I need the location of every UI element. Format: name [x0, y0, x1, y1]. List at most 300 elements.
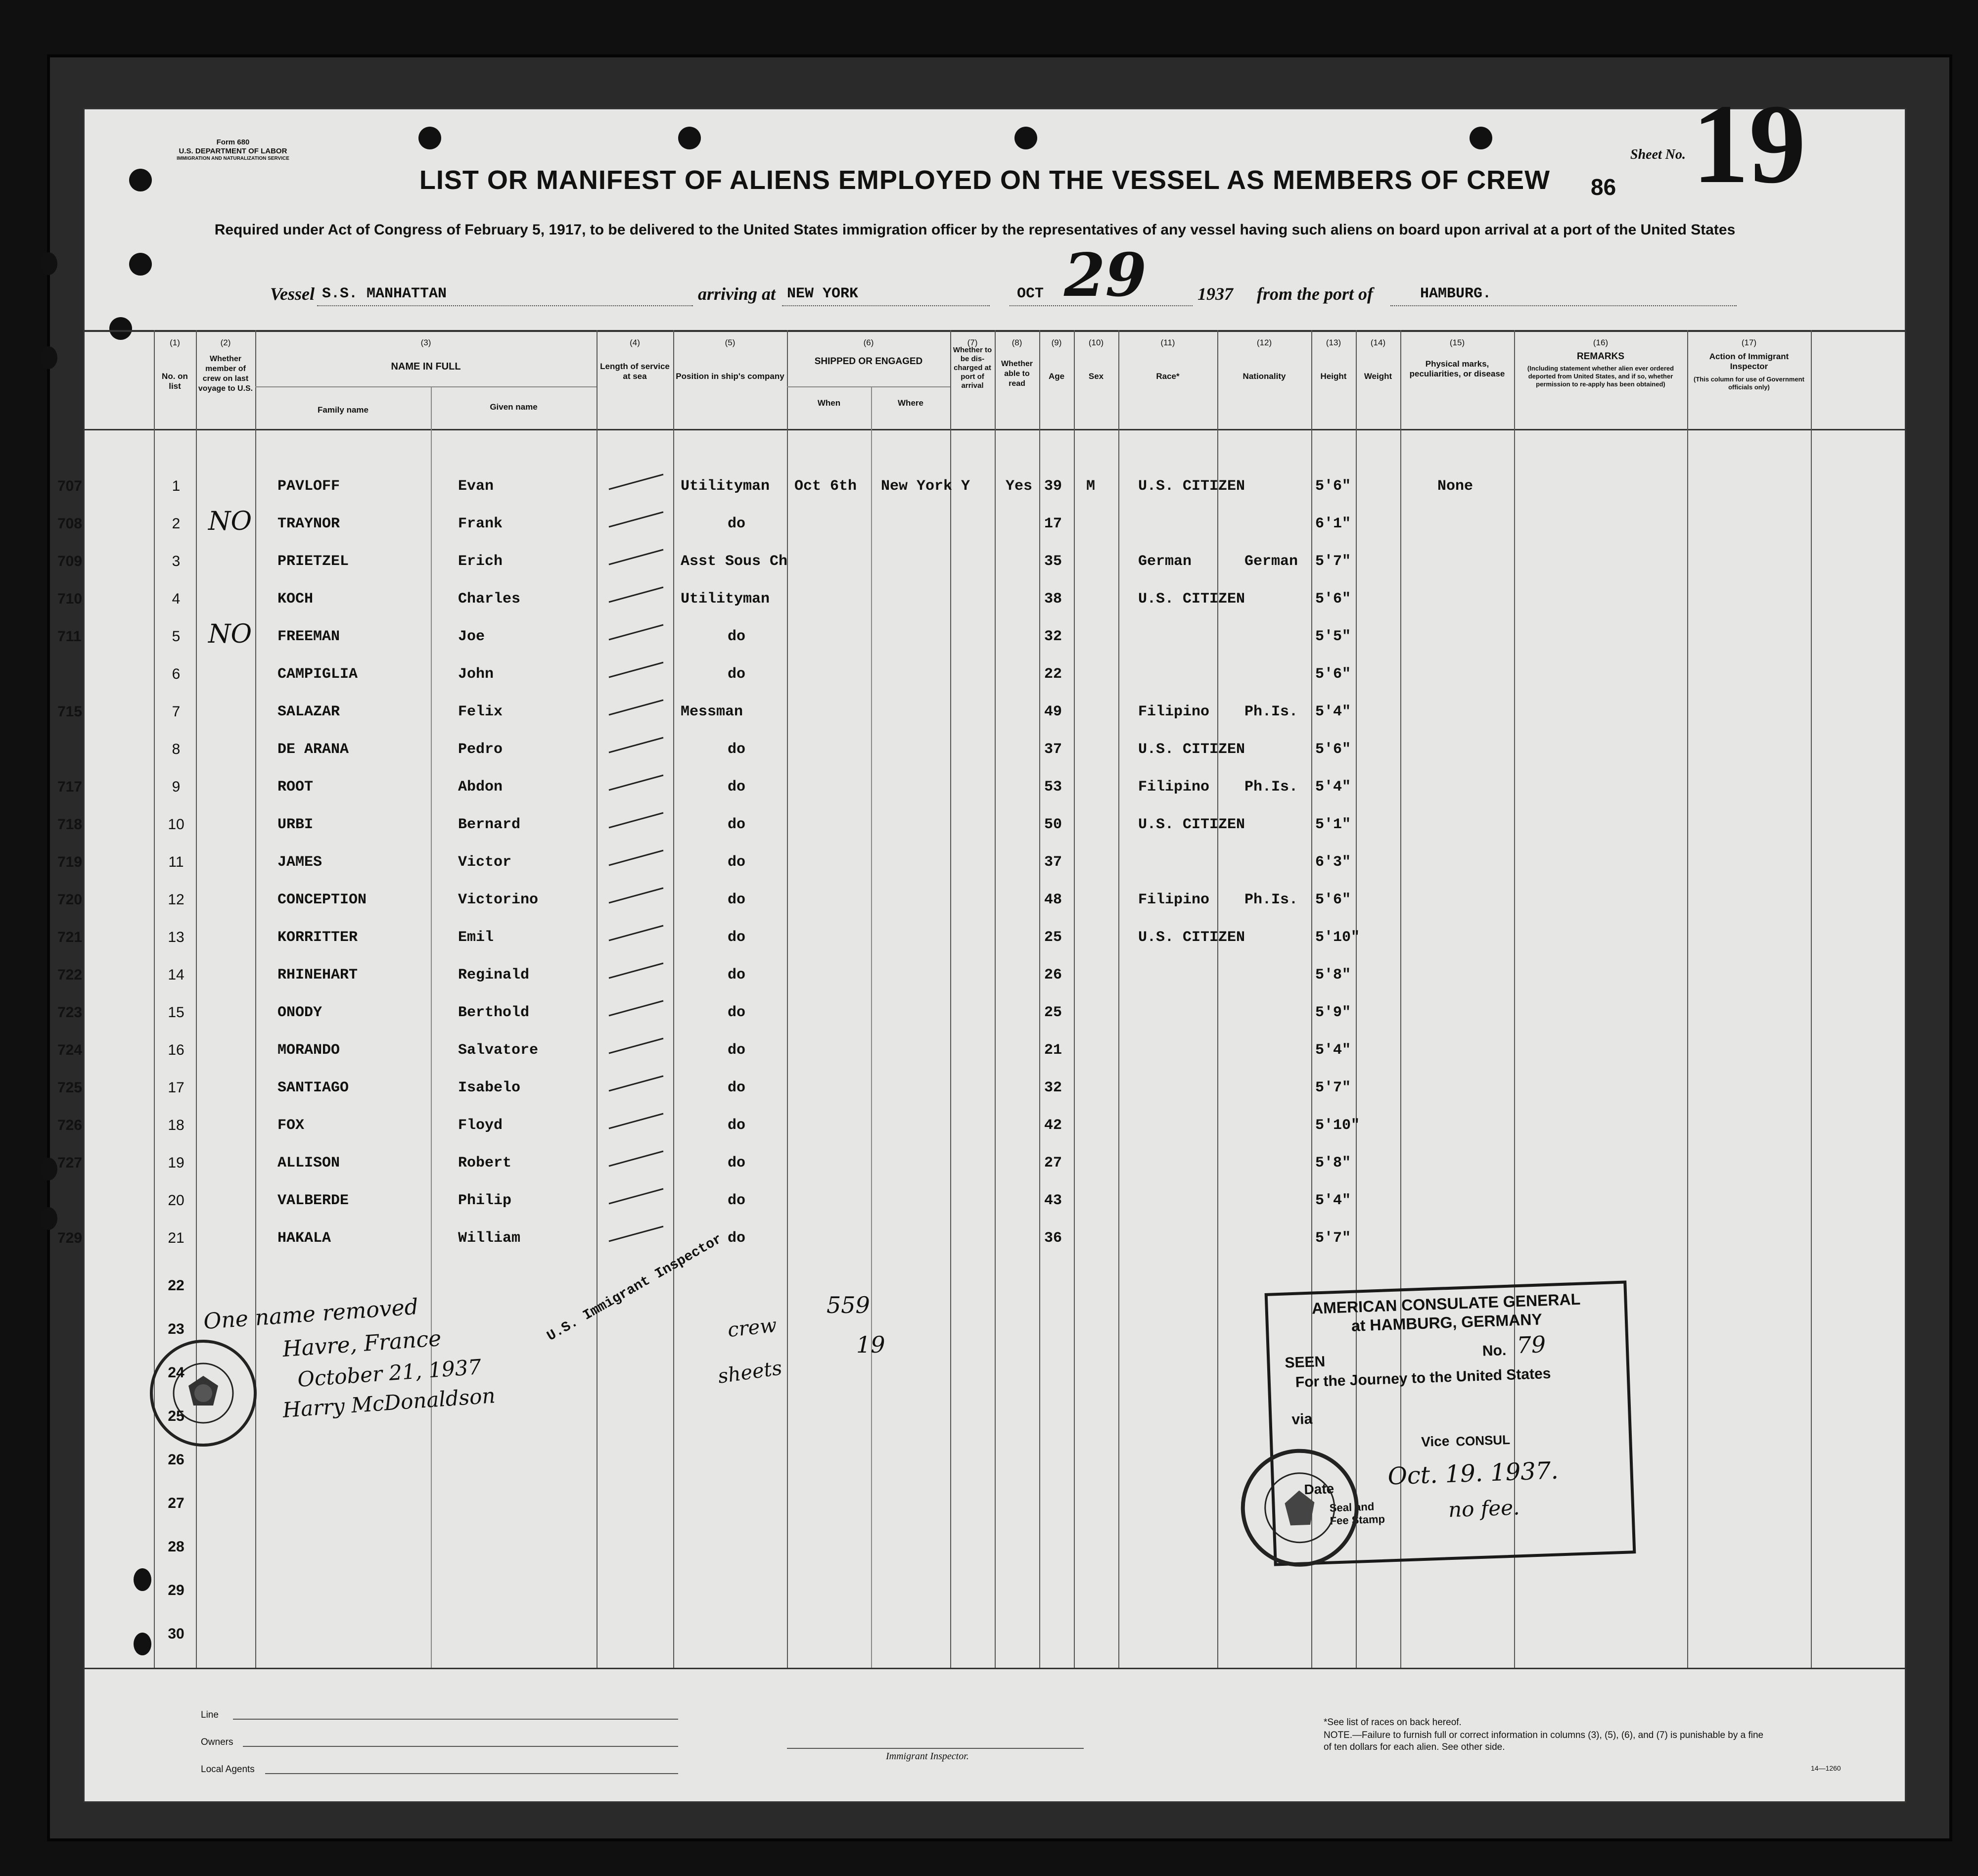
physical-marks: None	[1437, 478, 1473, 495]
table-row	[57, 891, 1905, 929]
height: 6'3"	[1315, 854, 1351, 871]
family-name: HAKALA	[277, 1230, 331, 1247]
row-number: 13	[168, 929, 184, 945]
ledger-number: 711	[57, 628, 82, 645]
position: do	[728, 1230, 746, 1247]
handwritten-count-559: 559	[827, 1292, 870, 1318]
race: U.S. CITIZEN	[1138, 741, 1245, 758]
from-port-label: from the port of	[1257, 284, 1374, 304]
age: 25	[1044, 1004, 1062, 1021]
punch-hole	[109, 317, 132, 340]
col-num-7: (7)	[967, 338, 978, 347]
position: do	[728, 1004, 746, 1021]
consulate-seen-label: SEEN	[1284, 1353, 1326, 1371]
consulate-general-stamp	[1265, 1280, 1636, 1566]
given-name: Isabelo	[458, 1079, 521, 1096]
footer-line-rule	[233, 1719, 678, 1720]
blank-row-number: 24	[168, 1364, 184, 1381]
given-name: Victorino	[458, 891, 539, 908]
height: 5'10"	[1315, 1117, 1360, 1134]
arrival-month: OCT	[1017, 285, 1044, 302]
row-number: 21	[168, 1230, 184, 1246]
race: Filipino	[1138, 779, 1210, 796]
age: 36	[1044, 1230, 1062, 1247]
col-label-name: NAME IN FULL	[391, 361, 461, 372]
race: U.S. CITIZEN	[1138, 929, 1245, 946]
row-number: 4	[172, 591, 181, 607]
ledger-number: 729	[57, 1230, 83, 1246]
row-number: 17	[168, 1079, 184, 1096]
table-row	[57, 1042, 1905, 1079]
col-num-9: (9)	[1051, 338, 1062, 347]
row-number: 11	[168, 854, 184, 870]
given-name: Emil	[458, 929, 494, 946]
position: do	[728, 854, 746, 871]
age: 37	[1044, 741, 1062, 758]
col-num-3: (3)	[420, 338, 431, 347]
age: 22	[1044, 666, 1062, 683]
handwritten-crew-word: crew	[726, 1313, 778, 1342]
service-dash-mark	[606, 923, 666, 943]
col-label-race: Race*	[1156, 372, 1180, 381]
height: 5'1"	[1315, 816, 1351, 833]
nationality: Ph.Is.	[1244, 704, 1298, 720]
binding-hole	[40, 252, 57, 275]
punch-hole	[1470, 127, 1492, 149]
table-row	[57, 1230, 1905, 1267]
hamburg-consulate-seal	[1233, 1441, 1366, 1574]
age: 53	[1044, 779, 1062, 796]
col-label-read: Whether able to read	[1001, 360, 1033, 388]
ledger-number: 710	[57, 591, 83, 607]
position: do	[728, 929, 746, 946]
footer-agents-rule	[265, 1773, 678, 1774]
given-name: Pedro	[458, 741, 503, 758]
handwritten-count-19: 19	[856, 1331, 885, 1358]
ledger-number: 708	[57, 516, 83, 532]
col-label-where: Where	[898, 398, 923, 408]
row-number: 8	[172, 741, 181, 757]
punch-hole	[418, 127, 441, 149]
position: do	[728, 779, 746, 796]
col-label-no: No. on list	[162, 372, 188, 391]
blank-row-number: 27	[168, 1495, 184, 1511]
family-name: PRIETZEL	[277, 553, 349, 570]
age: 32	[1044, 1079, 1062, 1096]
height: 5'4"	[1315, 1192, 1351, 1209]
service-dash-mark	[606, 547, 666, 567]
table-row	[57, 591, 1905, 628]
punch-hole	[129, 253, 152, 276]
col-label-discharged: Whether to be dis-charged at port of arrival	[953, 346, 992, 390]
page-subtitle: Required under Act of Congress of February 5, 1917, to be delivered to the United States immigration officer by the representatives of any vessel having such aliens on board upon arrival at a port of the United States	[214, 222, 1736, 238]
ledger-number: 720	[57, 891, 83, 908]
footer-note-penalty: NOTE.—Failure to furnish full or correct information in columns (3), (5), (6), and (7) is punishable by a fine of ten dollars for each alien. See other side.	[1324, 1730, 1764, 1752]
sheet-number: 19	[1692, 81, 1806, 207]
service-dash-mark	[606, 848, 666, 868]
departure-port: HAMBURG.	[1420, 285, 1492, 302]
footer-inspector-rule	[787, 1748, 1084, 1749]
col-num-10: (10)	[1088, 338, 1104, 347]
given-name: Charles	[458, 591, 521, 608]
col-label-crew: Whether member of crew on last voyage to U.S.	[198, 355, 253, 393]
crew-last-voyage: NO	[208, 507, 252, 536]
manifest-sheet	[57, 81, 1906, 1803]
consulate-date-value: Oct. 19. 1937.	[1387, 1456, 1559, 1491]
row-number: 5	[172, 628, 181, 645]
blank-row-number: 25	[168, 1408, 184, 1424]
punch-hole	[1014, 127, 1037, 149]
col-label-height: Height	[1320, 372, 1347, 381]
height: 5'6"	[1315, 741, 1351, 758]
ledger-number: 726	[57, 1117, 83, 1133]
vessel-underline	[317, 305, 693, 306]
row-number: 20	[168, 1192, 184, 1209]
footer-line-label: Line	[201, 1710, 219, 1720]
col-label-remarks-note: (Including statement whether alien ever ordered deported from United States, and if so, whether permission to re-apply has been obtained)	[1527, 365, 1674, 388]
given-name: Evan	[458, 478, 494, 495]
col-num-5: (5)	[725, 338, 736, 347]
family-name: VALBERDE	[277, 1192, 349, 1209]
consulate-vice-label: Vice	[1421, 1433, 1450, 1450]
race: Filipino	[1138, 704, 1210, 720]
age: 27	[1044, 1155, 1062, 1172]
position: do	[728, 628, 746, 645]
family-name: MORANDO	[277, 1042, 340, 1059]
family-name: KORRITTER	[277, 929, 358, 946]
height: 5'4"	[1315, 1042, 1351, 1059]
given-name: Erich	[458, 553, 503, 570]
table-row	[57, 1004, 1905, 1042]
family-name: ONODY	[277, 1004, 322, 1021]
position: Messman	[681, 704, 743, 720]
service-dash-mark	[606, 510, 666, 529]
row-number: 1	[172, 478, 181, 494]
height: 5'4"	[1315, 704, 1351, 720]
height: 5'7"	[1315, 1230, 1351, 1247]
ledger-number: 717	[57, 779, 83, 795]
consulate-date-label: Date	[1303, 1481, 1334, 1498]
position: Utilityman	[681, 478, 770, 495]
family-name: JAMES	[277, 854, 322, 871]
service-dash-mark	[606, 735, 666, 755]
sheet-number-label: Sheet No.	[1630, 147, 1686, 162]
nationality: Ph.Is.	[1244, 779, 1298, 796]
age: 32	[1044, 628, 1062, 645]
blank-row-number: 28	[168, 1539, 184, 1555]
form-number: Form 680	[216, 138, 250, 146]
ledger-number: 725	[57, 1079, 83, 1096]
family-name: KOCH	[277, 591, 314, 608]
service-dash-mark	[606, 961, 666, 981]
row-number: 12	[168, 891, 184, 908]
given-name: Robert	[458, 1155, 512, 1172]
ledger-number: 727	[57, 1155, 83, 1171]
col-label-family: Family name	[318, 405, 368, 415]
row-number: 18	[168, 1117, 184, 1133]
given-name: John	[458, 666, 494, 683]
subheader-rule	[255, 386, 597, 387]
inspector-stamp: U.S. Immigrant Inspector	[545, 1231, 725, 1345]
date-underline	[1010, 305, 1193, 306]
footer-note-races: *See list of races on back hereof.	[1324, 1717, 1462, 1728]
position: do	[728, 741, 746, 758]
service-dash-mark	[606, 810, 666, 830]
sex: M	[1086, 478, 1096, 495]
row-number: 14	[168, 967, 184, 983]
race: U.S. CITIZEN	[1138, 478, 1245, 495]
position: do	[728, 666, 746, 683]
family-name: RHINEHART	[277, 967, 358, 984]
consulate-no-value: 79	[1516, 1331, 1547, 1359]
height: 5'5"	[1315, 628, 1351, 645]
blank-row-number: 22	[168, 1277, 184, 1294]
position: do	[728, 1042, 746, 1059]
family-name: TRAYNOR	[277, 516, 340, 532]
crew-last-voyage: NO	[208, 619, 252, 649]
given-name: Berthold	[458, 1004, 530, 1021]
height: 5'7"	[1315, 553, 1351, 570]
service-dash-mark	[606, 886, 666, 905]
consulate-journey: For the Journey to the United States	[1295, 1365, 1551, 1391]
consulate-consul-label: CONSUL	[1455, 1432, 1511, 1449]
height: 5'6"	[1315, 478, 1351, 495]
col-label-nationality: Nationality	[1242, 372, 1286, 381]
row-number: 6	[172, 666, 181, 682]
family-name: FREEMAN	[277, 628, 340, 645]
col-label-action: Action of Immigrant Inspector	[1709, 352, 1789, 371]
department-label: U.S. DEPARTMENT OF LABOR	[179, 147, 287, 155]
table-row	[57, 1117, 1905, 1155]
age: 49	[1044, 704, 1062, 720]
service-dash-mark	[606, 1036, 666, 1056]
family-name: SALAZAR	[277, 704, 340, 720]
ledger-number: 709	[57, 553, 83, 569]
table-row	[57, 779, 1905, 816]
age: 43	[1044, 1192, 1062, 1209]
ledger-number: 715	[57, 704, 83, 720]
given-name: Reginald	[458, 967, 530, 984]
col-label-weight: Weight	[1364, 372, 1392, 381]
table-row	[57, 507, 1905, 553]
service-label: IMMIGRATION AND NATURALIZATION SERVICE	[177, 156, 289, 161]
age: 42	[1044, 1117, 1062, 1134]
handwritten-sheets-word: sheets	[716, 1357, 783, 1388]
height: 5'6"	[1315, 591, 1351, 608]
blank-row-number: 30	[168, 1626, 184, 1642]
given-name: Bernard	[458, 816, 521, 833]
family-name: URBI	[277, 816, 314, 833]
position: do	[728, 1117, 746, 1134]
arriving-port: NEW YORK	[787, 285, 859, 302]
handwritten-note-line3: October 21, 1937	[296, 1355, 482, 1392]
given-name: Frank	[458, 516, 503, 532]
given-name: Floyd	[458, 1117, 503, 1134]
stamp-number: 86	[1591, 174, 1616, 200]
col-num-17: (17)	[1741, 338, 1757, 347]
footer-owners-label: Owners	[201, 1737, 233, 1747]
ledger-number: 718	[57, 816, 83, 833]
table-row	[57, 1079, 1905, 1117]
service-dash-mark	[606, 660, 666, 680]
havre-consulate-seal	[146, 1336, 260, 1450]
age: 21	[1044, 1042, 1062, 1059]
ledger-number: 722	[57, 967, 83, 983]
given-name: Joe	[458, 628, 485, 645]
family-name: CAMPIGLIA	[277, 666, 358, 683]
subheader-rule	[787, 386, 950, 387]
service-dash-mark	[606, 472, 666, 492]
height: 5'7"	[1315, 1079, 1351, 1096]
service-dash-mark	[606, 585, 666, 605]
service-dash-mark	[606, 1186, 666, 1206]
col-num-13: (13)	[1326, 338, 1341, 347]
binding-hole	[40, 346, 57, 369]
binding-hole	[134, 1633, 151, 1655]
row-number: 15	[168, 1004, 184, 1021]
table-row	[57, 478, 1905, 516]
row-number: 3	[172, 553, 181, 569]
height: 5'4"	[1315, 779, 1351, 796]
table-row	[57, 553, 1905, 591]
given-name: Felix	[458, 704, 503, 720]
service-dash-mark	[606, 622, 666, 642]
consulate-fee-value: no fee.	[1448, 1495, 1520, 1522]
blank-row-number: 29	[168, 1582, 184, 1598]
height: 5'8"	[1315, 967, 1351, 984]
race: Filipino	[1138, 891, 1210, 908]
footer-owners-rule	[243, 1746, 678, 1747]
col-label-age: Age	[1048, 372, 1065, 381]
ledger-number: 721	[57, 929, 83, 945]
col-label-service: Length of service at sea	[600, 362, 670, 381]
col-num-2: (2)	[220, 338, 231, 347]
col-num-16: (16)	[1593, 338, 1609, 347]
position: Utilityman	[681, 591, 770, 608]
given-name: Philip	[458, 1192, 512, 1209]
footer-inspector-label: Immigrant Inspector.	[886, 1751, 969, 1762]
table-bottom-rule	[85, 1668, 1905, 1669]
col-num-14: (14)	[1370, 338, 1386, 347]
table-row	[57, 704, 1905, 741]
family-name: ROOT	[277, 779, 314, 796]
punch-hole	[678, 127, 701, 149]
vessel-label: Vessel	[270, 284, 315, 304]
table-row	[57, 967, 1905, 1004]
position: do	[728, 516, 746, 532]
given-name: Victor	[458, 854, 512, 871]
age: 48	[1044, 891, 1062, 908]
age: 17	[1044, 516, 1062, 532]
service-dash-mark	[606, 1111, 666, 1131]
position: do	[728, 816, 746, 833]
col-label-marks: Physical marks, peculiarities, or disease	[1409, 359, 1505, 378]
col-label-sex: Sex	[1088, 372, 1104, 381]
row-number: 16	[168, 1042, 184, 1058]
age: 38	[1044, 591, 1062, 608]
service-dash-mark	[606, 998, 666, 1018]
col-num-15: (15)	[1449, 338, 1465, 347]
height: 5'6"	[1315, 666, 1351, 683]
family-name: PAVLOFF	[277, 478, 340, 495]
service-dash-mark	[606, 1224, 666, 1244]
col-num-8: (8)	[1012, 338, 1022, 347]
consulate-via-label: via	[1291, 1410, 1313, 1428]
col-num-12: (12)	[1256, 338, 1272, 347]
given-name: William	[458, 1230, 521, 1247]
table-row	[57, 1155, 1905, 1192]
col-num-11: (11)	[1160, 338, 1175, 347]
height: 5'9"	[1315, 1004, 1351, 1021]
footer-form-code: 14—1260	[1811, 1764, 1841, 1772]
given-name: Abdon	[458, 779, 503, 796]
row-number: 2	[172, 516, 181, 532]
blank-row-number: 23	[168, 1321, 184, 1337]
position: do	[728, 891, 746, 908]
position: Asst Sous Ch	[681, 553, 788, 570]
blank-row-number: 26	[168, 1452, 184, 1468]
table-row	[85, 1192, 1905, 1230]
age: 35	[1044, 553, 1062, 570]
age: 26	[1044, 967, 1062, 984]
height: 6'1"	[1315, 516, 1351, 532]
position: do	[728, 1192, 746, 1209]
given-name: Salvatore	[458, 1042, 539, 1059]
table-row	[85, 666, 1905, 704]
col-num-4: (4)	[630, 338, 640, 347]
binding-hole	[40, 1158, 57, 1180]
race: U.S. CITIZEN	[1138, 816, 1245, 833]
family-name: FOX	[277, 1117, 305, 1134]
family-name: SANTIAGO	[277, 1079, 349, 1096]
binding-hole	[134, 1568, 151, 1591]
col-label-shipped: SHIPPED OR ENGAGED	[814, 356, 923, 367]
handwritten-note-line2: Havre, France	[281, 1325, 442, 1362]
family-name: DE ARANA	[277, 741, 349, 758]
ledger-number: 719	[57, 854, 83, 870]
position: do	[728, 1155, 746, 1172]
footer-agents-label: Local Agents	[201, 1764, 255, 1775]
arriving-underline	[782, 305, 990, 306]
able-to-read: Yes	[1006, 478, 1033, 495]
nationality: Ph.Is.	[1244, 891, 1298, 908]
table-row	[85, 741, 1905, 779]
service-dash-mark	[606, 1149, 666, 1169]
service-dash-mark	[606, 1074, 666, 1093]
punch-hole	[129, 169, 152, 191]
arriving-label: arriving at	[698, 284, 776, 304]
race: German	[1138, 553, 1192, 570]
col-label-remarks: REMARKS	[1576, 351, 1625, 362]
nationality: German	[1244, 553, 1298, 570]
shipped-where: New York Y	[881, 478, 970, 495]
table-row	[57, 929, 1905, 967]
page-title: LIST OR MANIFEST OF ALIENS EMPLOYED ON THE VESSEL AS MEMBERS OF CREW	[419, 165, 1551, 195]
age: 25	[1044, 929, 1062, 946]
row-number: 19	[168, 1155, 184, 1171]
table-row	[57, 816, 1905, 854]
consulate-stamp-line2: at HAMBURG, GERMANY	[1351, 1310, 1543, 1335]
row-number: 7	[172, 704, 181, 720]
age: 50	[1044, 816, 1062, 833]
binding-hole	[40, 1207, 57, 1230]
consulate-seal-label: Seal and Fee Stamp	[1329, 1500, 1385, 1527]
height: 5'8"	[1315, 1155, 1351, 1172]
vessel-name: S.S. MANHATTAN	[322, 285, 447, 302]
family-name: CONCEPTION	[277, 891, 367, 908]
service-dash-mark	[606, 698, 666, 717]
port-underline	[1390, 305, 1737, 306]
